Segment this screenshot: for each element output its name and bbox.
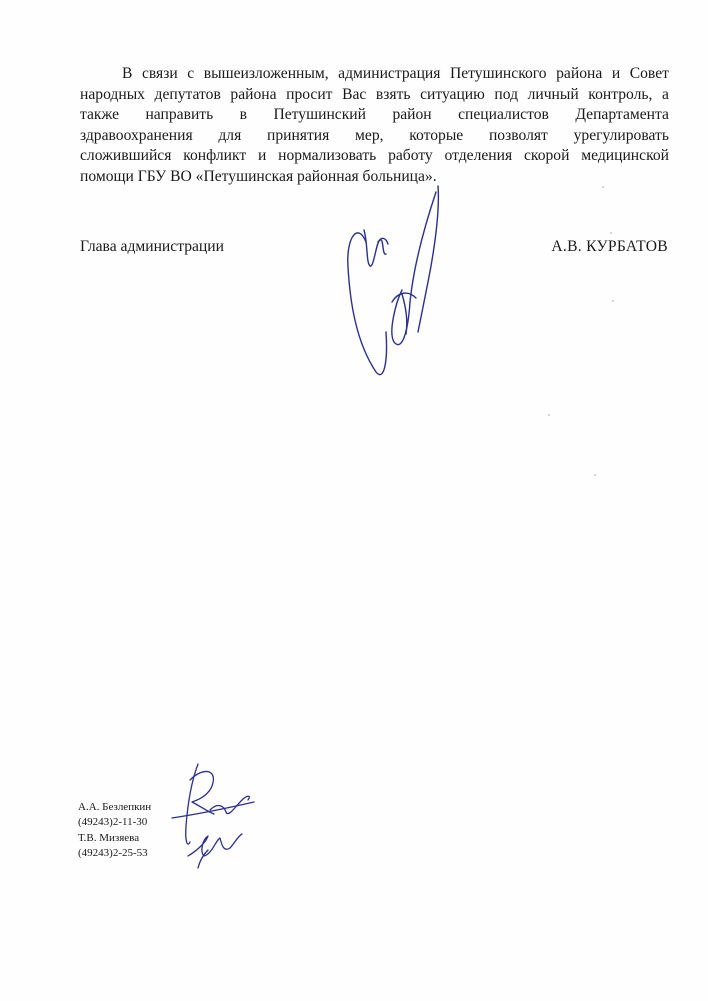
- word: Петушинский: [273, 106, 366, 123]
- word: мер,: [355, 126, 384, 144]
- signatory-title: Глава администрации: [80, 238, 224, 255]
- word: просит: [286, 85, 333, 103]
- letter-line-4: [80, 126, 669, 147]
- word: урегулировать: [573, 126, 669, 144]
- word: отделения: [444, 147, 513, 164]
- word: конфликт: [183, 147, 247, 164]
- word: район: [392, 106, 432, 123]
- word: специалистов: [458, 106, 549, 123]
- letter-line-1: [80, 64, 669, 85]
- word: связи: [141, 65, 178, 82]
- signatory-name: А.В. КУРБАТОВ: [551, 238, 668, 255]
- word: медицинской: [581, 147, 669, 164]
- word: под: [494, 85, 519, 103]
- word: личный: [527, 85, 579, 103]
- word: здравоохранения: [80, 126, 193, 144]
- contact-person-1: А.А. Безлепкин: [78, 801, 152, 813]
- letter-line-5: [80, 146, 669, 167]
- word: которые: [409, 126, 464, 144]
- word: вышеизложенным,: [203, 65, 329, 82]
- contact-phone-1: (49243)2-11-30: [78, 816, 148, 829]
- word: скорой: [523, 147, 570, 164]
- word: администрация: [338, 65, 441, 82]
- word: и: [611, 65, 621, 82]
- small-handwritten-signature: [168, 756, 258, 874]
- scan-speck: [602, 186, 604, 188]
- word: Вас: [342, 85, 367, 103]
- word: принятия: [266, 126, 330, 144]
- word: ситуацию: [420, 85, 485, 103]
- word: работу: [388, 147, 433, 164]
- word: района: [556, 65, 603, 82]
- word: взять: [375, 85, 411, 103]
- word: также: [80, 106, 119, 123]
- word: Департамента: [575, 106, 669, 123]
- word: с: [187, 65, 195, 82]
- scan-speck: [548, 414, 550, 416]
- scan-speck: [594, 474, 596, 476]
- word: Совет: [629, 65, 669, 82]
- word: направить: [145, 106, 214, 123]
- word: В: [122, 65, 133, 82]
- word: позволят: [488, 126, 548, 144]
- word: депутатов: [154, 85, 221, 103]
- word: а: [661, 85, 669, 103]
- word: в: [239, 106, 248, 123]
- word: района: [230, 85, 277, 103]
- word: нормализовать: [278, 147, 377, 164]
- scan-speck: [612, 300, 614, 302]
- word: контроль,: [588, 85, 653, 103]
- word: народных: [80, 85, 145, 103]
- word: Петушинского: [449, 65, 547, 82]
- word: и: [257, 147, 267, 164]
- word: помощи ГБУ ВО «Петушинская районная больница».: [80, 167, 437, 185]
- scan-speck: [610, 232, 612, 234]
- word: сложившийся: [80, 147, 172, 164]
- contact-person-2: Т.В. Мизяева: [78, 831, 140, 844]
- contacts-block: [78, 800, 151, 861]
- handwritten-signature: [336, 182, 448, 382]
- letter-line-2: [80, 85, 669, 106]
- word: для: [218, 126, 242, 144]
- contact-phone-2: (49243)2-25-53: [78, 846, 148, 859]
- letter-body: [80, 64, 669, 187]
- letter-line-3: [80, 105, 669, 126]
